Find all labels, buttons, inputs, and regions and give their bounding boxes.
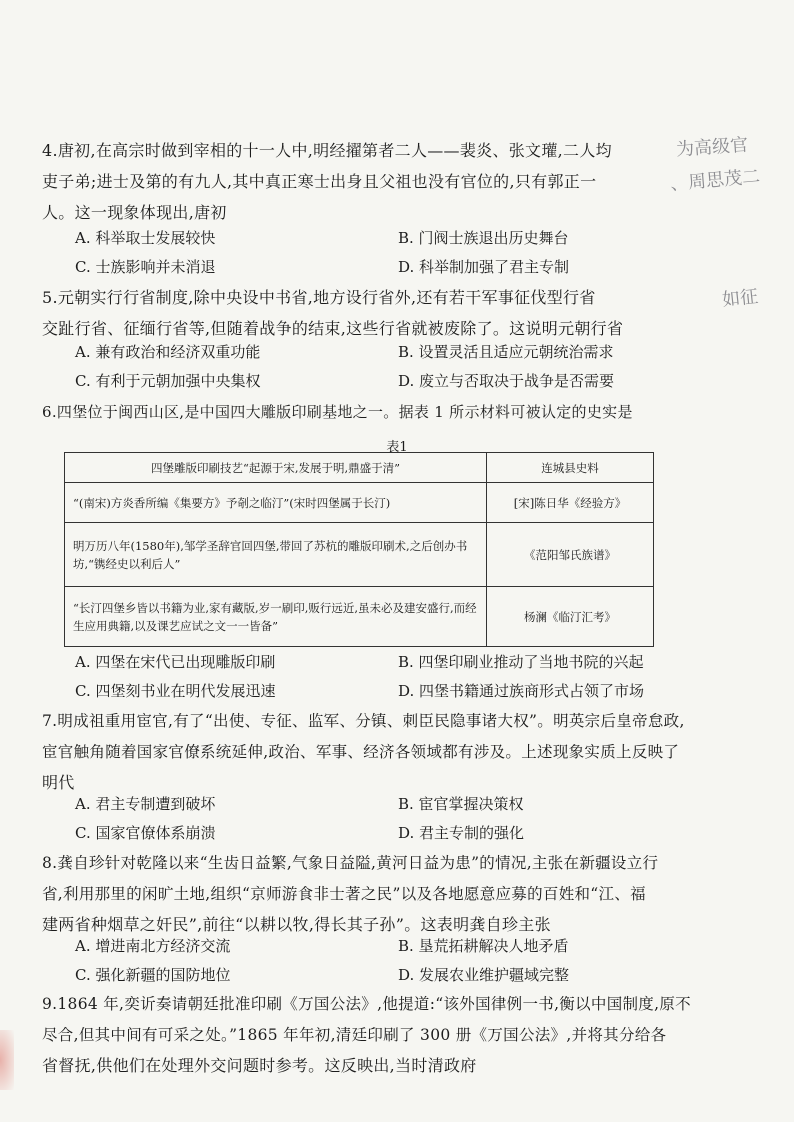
question-4-stem-line-2: 吏子弟;进士及第的有九人,其中真正寒士出身且父祖也没有官位的,只有郭正一 <box>42 172 597 191</box>
question-4-option-d[interactable]: D. 科举制加强了君主专制 <box>398 258 570 276</box>
question-8-stem-line-1: 8.龚自珍针对乾隆以来“生齿日益繁,气象日益隘,黄河日益为患”的情况,主张在新疆设立行 <box>42 854 659 872</box>
scan-smudge <box>0 1030 14 1090</box>
table-cell-source: [宋]陈日华《经验方》 <box>487 483 654 523</box>
table-cell-material: 四堡雕版印刷技艺“起源于宋,发展于明,鼎盛于清” <box>65 453 487 483</box>
question-5-option-a[interactable]: A. 兼有政治和经济双重功能 <box>75 343 261 361</box>
question-8-stem-line-2: 省,利用那里的闲旷土地,组织“京师游食非士著之民”以及各地愿意应募的百姓和“江、福 <box>42 885 646 903</box>
table-row <box>65 523 654 587</box>
question-6-option-b[interactable]: B. 四堡印刷业推动了当地书院的兴起 <box>398 653 644 671</box>
question-8-option-b[interactable]: B. 垦荒拓耕解决人地矛盾 <box>398 937 569 955</box>
question-8-option-d[interactable]: D. 发展农业维护疆域完整 <box>398 966 570 984</box>
blurred-stamp-text: 为高级官 <box>675 134 749 161</box>
blurred-stamp-text: 、周思茂二 <box>669 166 761 195</box>
table-cell-material: “长汀四堡乡皆以书籍为业,家有藏版,岁一刷印,贩行远近,虽未必及建安盛行,而经生应用典籍,以及课艺应试之文一一皆备” <box>65 587 487 647</box>
question-4 <box>42 140 772 224</box>
question-4-stem-line-3: 人。这一现象体现出,唐初 <box>42 203 227 222</box>
question-5-option-b[interactable]: B. 设置灵活且适应元朝统治需求 <box>398 343 614 361</box>
table-cell-source: 杨澜《临汀汇考》 <box>487 587 654 647</box>
table-cell-material: 明万历八年(1580年),邹学圣辞官回四堡,带回了苏杭的雕版印刷术,之后创办书坊,“镌经史以利后人” <box>65 523 487 587</box>
question-5 <box>42 287 772 340</box>
question-6-option-c[interactable]: C. 四堡刻书业在明代发展迅速 <box>75 682 276 700</box>
table-row <box>65 453 654 483</box>
question-7-stem-line-3: 明代 <box>42 773 75 792</box>
question-5-stem-line-2: 交趾行省、征缅行省等,但随着战争的结束,这些行省就被废除了。这说明元朝行省 <box>42 319 624 338</box>
question-7 <box>42 710 772 794</box>
question-7-option-c[interactable]: C. 国家官僚体系崩溃 <box>75 824 216 842</box>
question-5-option-c[interactable]: C. 有利于元朝加强中央集权 <box>75 372 261 390</box>
question-9-stem-line-2: 尽合,但其中间有可采之处。”1865 年年初,清廷印刷了 300 册《万国公法》,并将其分给各 <box>42 1026 667 1044</box>
blurred-stamp-text: 如征 <box>721 286 760 311</box>
table-row <box>65 587 654 647</box>
question-8 <box>42 852 772 936</box>
question-4-option-c[interactable]: C. 士族影响并未消退 <box>75 258 216 276</box>
question-4-option-a[interactable]: A. 科举取士发展较快 <box>75 229 216 247</box>
question-6 <box>42 401 772 423</box>
question-9-stem-line-3: 省督抚,供他们在处理外交问题时参考。这反映出,当时清政府 <box>42 1056 477 1075</box>
table-cell-material: “(南宋)方炎香所编《集要方》予剞之临汀”(宋时四堡属于长汀) <box>65 483 487 523</box>
question-5-stem-line-1: 5.元朝实行行省制度,除中央设中书省,地方设行省外,还有若干军事征伐型行省 <box>42 288 596 307</box>
question-7-option-d[interactable]: D. 君主专制的强化 <box>398 824 525 842</box>
question-7-stem-line-2: 宦官触角随着国家官僚系统延伸,政治、军事、经济各领域都有涉及。上述现象实质上反映了 <box>42 743 680 761</box>
table-cell-source: 连城县史料 <box>487 453 654 483</box>
table-caption: 表1 <box>386 440 408 455</box>
question-8-stem-line-3: 建两省种烟草之奸民”,前往“以耕以牧,得长其子孙”。这表明龚自珍主张 <box>42 915 551 934</box>
question-9 <box>42 993 772 1077</box>
question-9-stem-line-1: 9.1864 年,奕䜣奏请朝廷批准印刷《万国公法》,他提道:“该外国律例一书,衡以中国制度,原不 <box>42 995 691 1013</box>
question-6-stem-line-1: 6.四堡位于闽西山区,是中国四大雕版印刷基地之一。据表 1 所示材料可被认定的史实是 <box>42 403 633 421</box>
question-7-option-b[interactable]: B. 宦官掌握决策权 <box>398 795 524 813</box>
material-table <box>64 452 654 647</box>
question-8-option-c[interactable]: C. 强化新疆的国防地位 <box>75 966 231 984</box>
table-cell-source: 《范阳邹氏族谱》 <box>487 523 654 587</box>
question-5-option-d[interactable]: D. 废立与否取决于战争是否需要 <box>398 372 615 390</box>
question-4-option-b[interactable]: B. 门阀士族退出历史舞台 <box>398 229 569 247</box>
question-7-option-a[interactable]: A. 君主专制遭到破坏 <box>75 795 216 813</box>
question-6-option-d[interactable]: D. 四堡书籍通过族商形式占领了市场 <box>398 682 645 700</box>
table-row <box>65 483 654 523</box>
question-8-option-a[interactable]: A. 增进南北方经济交流 <box>75 937 231 955</box>
question-4-stem-line-1: 4.唐初,在高宗时做到宰相的十一人中,明经擢第者二人——裴炎、张文瓘,二人均 <box>42 141 612 160</box>
question-6-option-a[interactable]: A. 四堡在宋代已出现雕版印刷 <box>75 653 276 671</box>
question-7-stem-line-1: 7.明成祖重用宦官,有了“出使、专征、监军、分镇、刺臣民隐事诸大权”。明英宗后皇帝怠政, <box>42 712 685 730</box>
